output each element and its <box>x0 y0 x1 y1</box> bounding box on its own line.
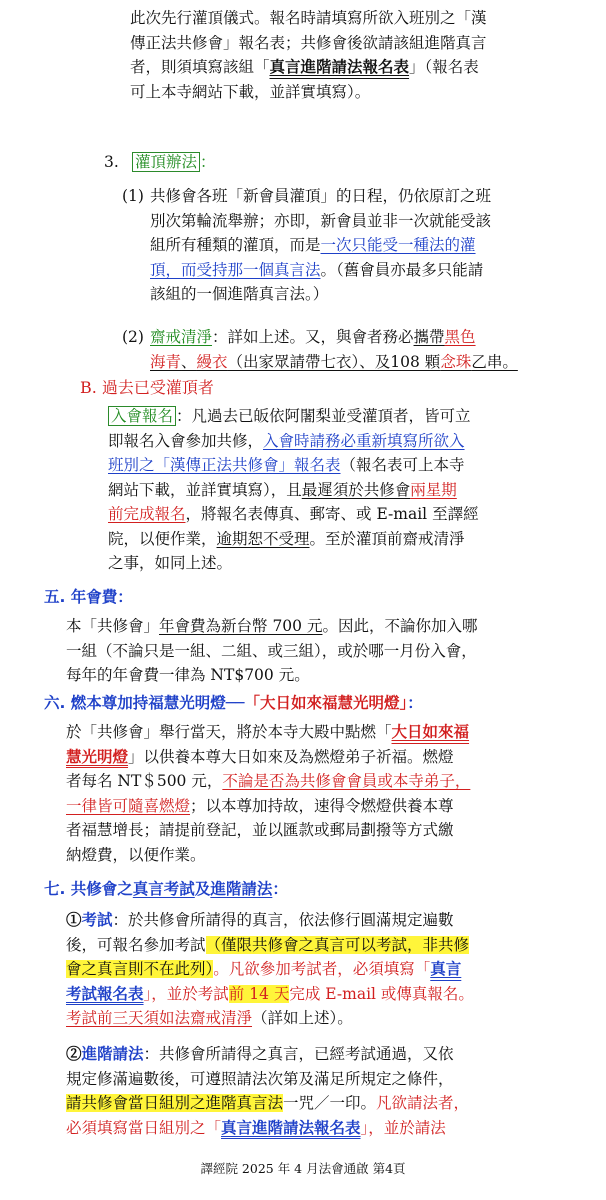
section-6-title: 六. 燃本尊加持福慧光明燈──「大日如來福慧光明燈」： <box>44 694 423 712</box>
circled-number-1: ① <box>66 910 82 929</box>
section-5-title: 五. 年會費： <box>44 588 133 606</box>
advanced-request-label: 進階請法 <box>81 1044 144 1063</box>
fasting-label: 齋戒清淨 <box>150 328 213 346</box>
item-3-label: 灌頂辦法 <box>132 152 200 172</box>
intro-line: 此次先行灌頂儀式。報名時請填寫所欲入班別之「漢 <box>130 9 487 27</box>
item-3-number: 3. <box>104 153 119 171</box>
circled-number-2: ② <box>66 1044 82 1063</box>
section-5-paragraph: 本「共修會」年會費為新台幣 700 元。因此，不論你加入哪 一組（不論只是一組、二組、或三組），或於哪一月份入會， 每年的年會費一律為 NT$700 元。 <box>66 617 478 684</box>
page-footer: 譯經院 2025 年 4 月法會通啟 第4頁 <box>200 1161 406 1176</box>
advanced-request-paragraph: ②進階請法：共修會所請得之真言，已經考試通過，又依 規定修滿遍數後，可遵照請法次第及滿足所規定之條件， 請共修會當日組別之進階真言法一咒／一印。凡欲請法者， 必須填寫當日組別之「真言進階請法報名表」，並於請法 <box>66 1044 470 1137</box>
section-b-paragraph: 入會報名 ：凡過去已皈依阿闍梨並受灌頂者，皆可立 即報名入會參加共修，入會時請務必重新填寫所欲入 班別之「漢傳正法共修會」報名表（報名表可上本寺 網站下載，並詳實填寫），且最遲須於共修會兩星期 前完成報名，將報名表傳真、郵寄、或 E-mail 至譯經 院，以便作業，逾期恕不受理。至於灌頂前齋戒清淨 之事，如同上述。 <box>108 407 479 572</box>
section-7-title: 七. 共修會之真言考試及進階請法： <box>44 880 288 898</box>
section-6-paragraph: 於「共修會」舉行當天，將於本寺大殿中點燃「大日如來福 慧光明燈」以供養本尊大日如來及為燃燈弟子祈福。燃燈 者每名 NT＄500 元，不論是否為共修會會員或本寺弟子， 一律皆可隨喜燃燈；以本尊加持故，速得令燃燈供養本尊 者福慧增長；請提前登記，並以匯款或郵局劃撥等方式繳 納燈費，以便作業。 <box>66 722 471 864</box>
item-3-heading: 3. 灌頂辦法 ： <box>104 150 216 175</box>
exam-paragraph: ①考試：於共修會所請得的真言，依法修行圓滿規定遍數 後，可報名參加考試（僅限共修會之真言可以考試，非共修 會之真言則不在此列）。凡欲參加考試者，必須填寫「真言 考試報名表」，並於考試前 14 天完成 E-mail 或傳真報名。 考試前三天須如法齋戒清淨（詳如上述）。 <box>66 910 474 1027</box>
intro-line: 者，則須填寫該組「真言進階請法報名表」（報名表 <box>130 57 479 76</box>
intro-line: 可上本寺網站下載，並詳實填寫）。 <box>130 82 371 101</box>
one-method-note: 一次只能受一種法的灌 <box>320 236 476 254</box>
exam-label: 考試 <box>81 910 113 929</box>
sub-item-2-number: (2) <box>122 328 144 346</box>
intro-line: 傳正法共修會」報名表；共修會後欲請該組進階真言 <box>130 33 487 52</box>
section-b-title: B. 過去已受灌頂者 <box>80 378 214 397</box>
one-method-note: 頂，而受持那一個真言法 <box>150 260 321 279</box>
sub-item-1-number: (1) <box>122 187 144 205</box>
sub-item-2-paragraph: 齋戒清淨：詳如上述。又，與會者務必攜帶黑色 海青、縵衣（出家眾請帶七衣）、及108 顆念珠乙串。 <box>150 328 518 371</box>
registration-label: 入會報名 <box>108 406 176 426</box>
intro-paragraph <box>130 6 487 104</box>
advanced-form-name: 真言進階請法報名表 <box>269 57 410 76</box>
sub-item-1-paragraph: 共修會各班「新會員灌頂」的日程，仍依原訂之班 別次第輪流舉辦；亦即，新會員並非一次就能受該 組所有種類的灌頂，而是一次只能受一種法的灌 頂，而受持那一個真言法。（舊會員亦最多只能請 該組的一個進階真言法。） <box>150 187 492 303</box>
